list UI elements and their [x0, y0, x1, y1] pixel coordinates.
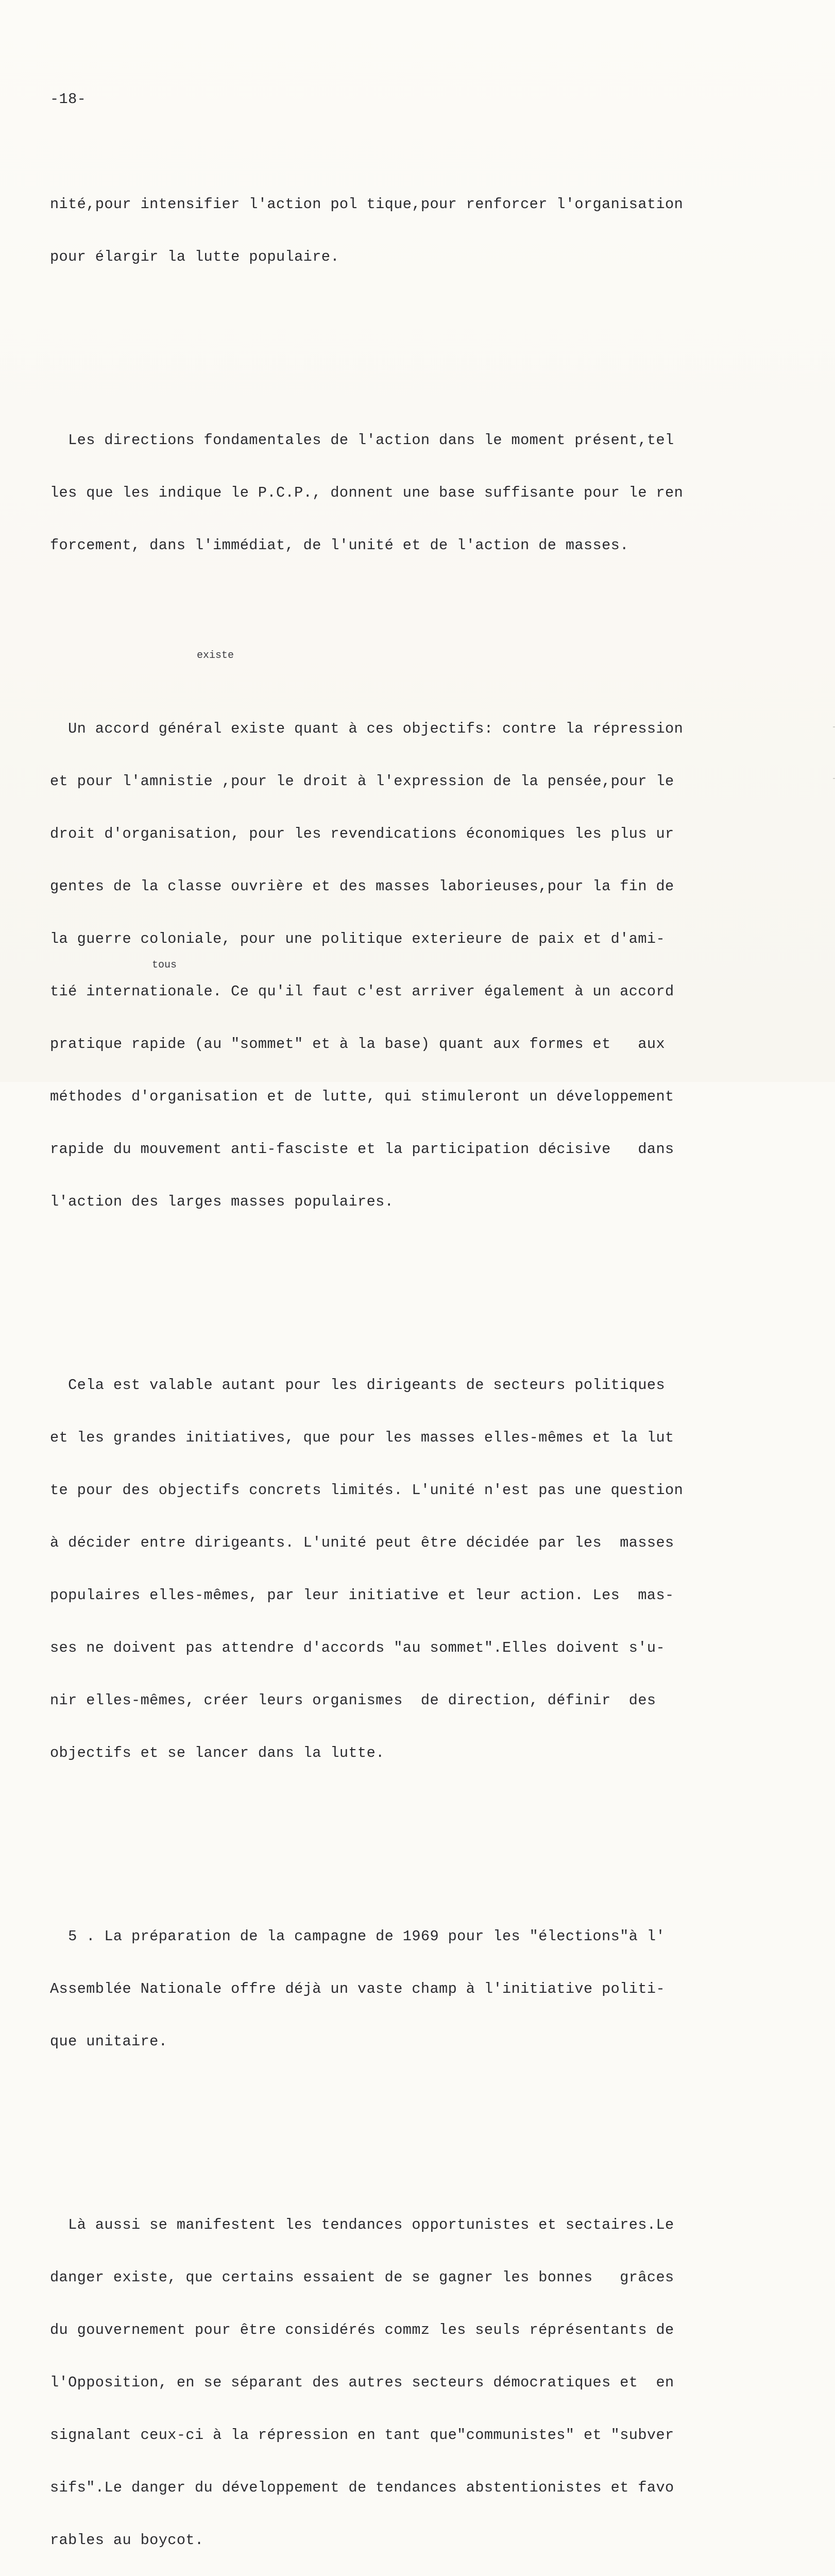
text-line: pour élargir la lutte populaire. — [50, 248, 339, 265]
margin-mark — [833, 726, 835, 727]
text-line: l'Opposition, en se séparant des autres secteurs démocratiques et en — [50, 2374, 674, 2391]
text-line: danger existe, que certains essaient de se gagner les bonnes grâces — [50, 2269, 674, 2286]
paragraph-5 — [50, 1893, 797, 2086]
text-line: Là aussi se manifestent les tendances opportunistes et sectaires.Le — [50, 2216, 674, 2233]
paragraph-4 — [50, 1342, 797, 1797]
text-line: que unitaire. — [50, 2033, 168, 2050]
text-line: à décider entre dirigeants. L'unité peut être décidée par les masses — [50, 1534, 674, 1551]
text-line: pratique rapide (au "sommet" et à la base) quant aux formes et aux — [50, 1036, 666, 1053]
interlinear-insertion-tous: tous — [152, 959, 177, 971]
text-line: rables au boycot. — [50, 2532, 204, 2549]
text-line: te pour des objectifs concrets limités. L'unité n'est pas une question — [50, 1482, 684, 1499]
text-line: signalant ceux-ci à la répression en tant que"communistes" et "subver — [50, 2427, 674, 2444]
text-line: Cela est valable autant pour les dirigeants de secteurs politiques — [50, 1377, 666, 1394]
text-line: nir elles-mêmes, créer leurs organismes de direction, définir des — [50, 1692, 656, 1709]
text-line: objectifs et se lancer dans la lutte. — [50, 1744, 385, 1761]
text-line: la guerre coloniale, pour une politique exterieure de paix et d'ami- — [50, 930, 666, 947]
text-line: droit d'organisation, pour les revendications économiques les plus ur — [50, 825, 674, 842]
text-line: 5 . La préparation de la campagne de 1969 pour les "élections"à l' — [50, 1928, 666, 1945]
text-line: nité,pour intensifier l'action pol tique,pour renforcer l'organisation — [50, 196, 684, 213]
paragraph-2 — [50, 397, 797, 589]
text-line: et pour l'amnistie ,pour le droit à l'expression de la pensée,pour le — [50, 773, 674, 790]
text-line: rapide du mouvement anti-fasciste et la participation décisive dans — [50, 1141, 674, 1158]
text-line: du gouvernement pour être considérés commz les seuls réprésentants de — [50, 2321, 674, 2338]
text-line: Un accord général existe quant à ces objectifs: contre la répression — [50, 720, 684, 737]
interlinear-insertion-existe: existe — [197, 650, 234, 662]
text-line: et les grandes initiatives, que pour les masses elles-mêmes et la lut — [50, 1429, 674, 1446]
typed-text-body — [50, 56, 797, 2576]
text-line: Les directions fondamentales de l'action dans le moment présent,tel — [50, 432, 674, 449]
paragraph-1 — [50, 161, 797, 301]
text-line: forcement, dans l'immédiat, de l'unité et de l'action de masses. — [50, 537, 629, 554]
text-line: méthodes d'organisation et de lutte, qui stimuleront un développement — [50, 1088, 674, 1105]
text-line: gentes de la classe ouvrière et des masses laborieuses,pour la fin de — [50, 878, 674, 895]
text-line: les que les indique le P.C.P., donnent une base suffisante pour le ren — [50, 484, 684, 501]
text-line: ses ne doivent pas attendre d'accords "au sommet".Elles doivent s'u- — [50, 1639, 666, 1656]
text-line: l'action des larges masses populaires. — [50, 1193, 394, 1210]
text-line: populaires elles-mêmes, par leur initiative et leur action. Les mas- — [50, 1587, 674, 1604]
paragraph-6 — [50, 2181, 797, 2576]
text-line: tié internationale. Ce qu'il faut c'est arriver également à un accord — [50, 983, 674, 1000]
text-line: sifs".Le danger du développement de tendances abstentionistes et favo — [50, 2479, 674, 2496]
margin-mark — [833, 778, 835, 779]
page-number: -18- — [50, 91, 87, 108]
text-line: Assemblée Nationale offre déjà un vaste champ à l'initiative politi- — [50, 1980, 666, 1997]
